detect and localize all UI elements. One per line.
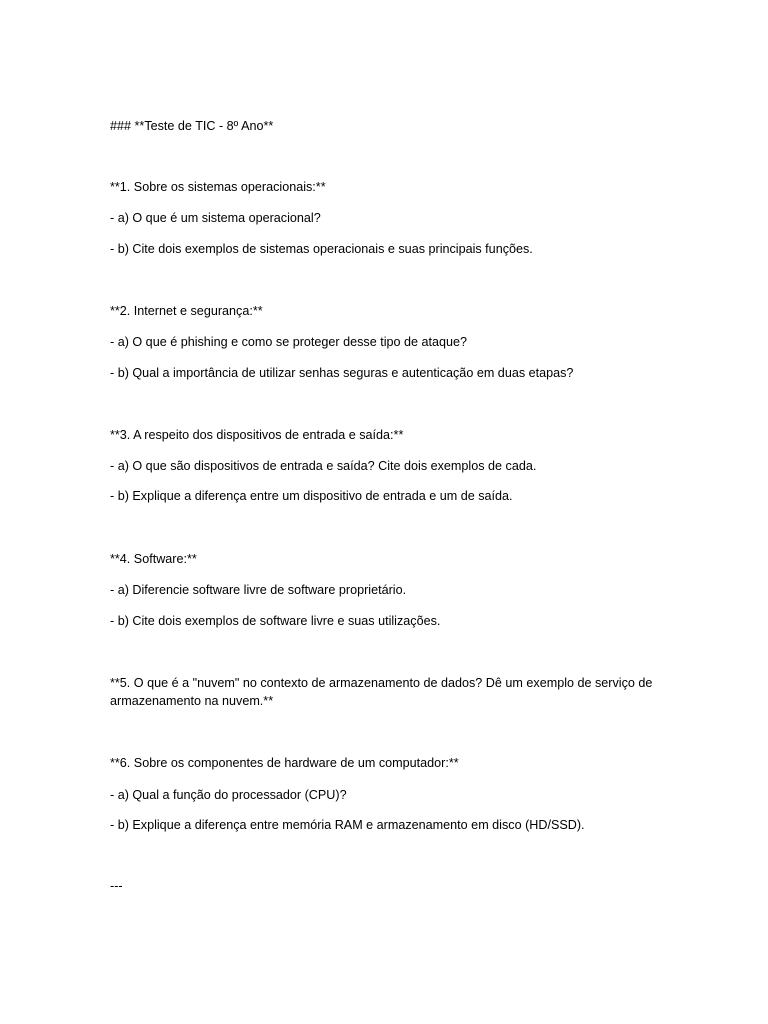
section-2-heading: **2. Internet e segurança:** — [110, 304, 263, 318]
section-2-item-a: - a) O que é phishing e como se proteger desse tipo de ataque? — [110, 335, 468, 349]
section-5-heading: **5. O que é a "nuvem" no contexto de armazenamento de dados? Dê um exemplo de serviço de armazenamento na nuvem.** — [110, 676, 653, 708]
section-6-item-a: - a) Qual a função do processador (CPU)? — [110, 788, 347, 802]
section-1-item-a: - a) O que é um sistema operacional? — [110, 211, 321, 225]
section-3-heading: **3. A respeito dos dispositivos de entrada e saída:** — [110, 428, 404, 442]
separator-line: --- — [110, 879, 123, 893]
section-6-item-b: - b) Explique a diferença entre memória RAM e armazenamento em disco (HD/SSD). — [110, 818, 585, 832]
section-3-item-b: - b) Explique a diferença entre um dispositivo de entrada e um de saída. — [110, 489, 513, 503]
section-2-item-b: - b) Qual a importância de utilizar senhas seguras e autenticação em duas etapas? — [110, 366, 574, 380]
section-3-item-a: - a) O que são dispositivos de entrada e saída? Cite dois exemplos de cada. — [110, 459, 537, 473]
document-title: ### **Teste de TIC - 8º Ano** — [110, 119, 274, 133]
section-1-item-b: - b) Cite dois exemplos de sistemas operacionais e suas principais funções. — [110, 242, 533, 256]
section-4-item-a: - a) Diferencie software livre de software proprietário. — [110, 583, 407, 597]
section-4-item-b: - b) Cite dois exemplos de software livre e suas utilizações. — [110, 614, 441, 628]
section-4-heading: **4. Software:** — [110, 552, 197, 566]
section-6-heading: **6. Sobre os componentes de hardware de um computador:** — [110, 756, 459, 770]
section-1-heading: **1. Sobre os sistemas operacionais:** — [110, 180, 326, 194]
